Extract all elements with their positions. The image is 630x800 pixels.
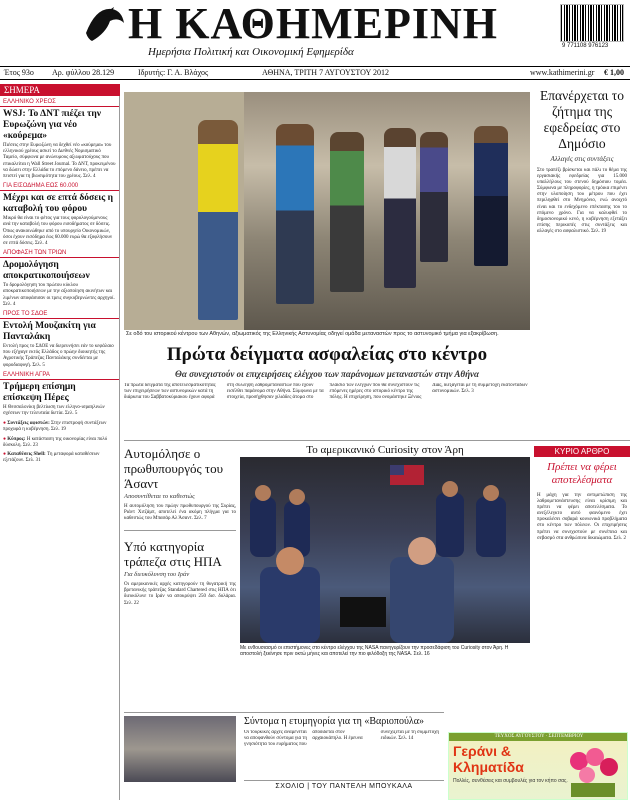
section-label: ΠΡΟΣ ΤΟ ΣΔΟΕ [0,310,119,319]
promo-text: Πολλές, συνθέσεις και συμβουλές για τον κήπο σας. [453,778,568,784]
story-body: Μικρό θα είναι το φέτος για τους φορολογούμενους ανά την καταβολή του φόρου εισοδήματος σε δόσεις. Όπως ανακοινώθηκε από το υπουργείο Οικονομικών, όσοι έχουν εισόδημα έως 60.000 ευρώ θα εξοφλήσουν σε επτά δόσεις. Σελ. 4 [3,216,113,247]
scientist-left [260,567,320,643]
right-body: Στο τραπέζι βρίσκεται και πάλι το θέμα της εργασιακής εφεδρείας για 15.000 υπαλλήλους του στενού δημόσιου τομέα. Σύμφωνα με πληροφορίες, η τρόικα επιμένει στην υλοποίηση του μέτρου που έχει περιληφθεί στο Μνημόνιο, ενώ ανοιχτό είναι και το ενδεχόμενο επέκτασης του το επόμενο χρόνο. Για να καλυφθεί το δημοσιονομικό κενό, η κυβέρνηση εξετάζει επίσης περικοπές στις συντάξεις και αλλαγές στο ασφαλιστικό. Σελ. 19 [537,168,627,234]
left-story-2[interactable] [0,249,119,308]
issue-sheet-number: Αρ. φύλλου 28.129 [52,68,115,77]
promo-magazine[interactable] [448,732,628,800]
photo-person [276,124,314,304]
brief-title: Κύπρος: [7,436,26,442]
bullet-icon: ● [3,421,8,427]
iran-headline[interactable]: Υπό κατηγορία τράπεζα στις ΗΠΑ [124,539,222,570]
issue-price: € 1,00 [604,68,624,77]
photo-police-officer [474,126,508,266]
brief-list [0,421,119,464]
brief-item[interactable] [3,421,116,433]
owl-logo-icon [82,3,126,45]
curiosity-title[interactable]: Το αμερικανικό Curiosity στον Άρη [306,444,464,456]
sports-photo[interactable] [124,716,236,782]
right-subheadline: Αλλαγές στις συντάξεις [550,155,614,163]
brief-item[interactable] [3,437,116,449]
editorial-title[interactable]: Πρέπει να φέρει αποτελέσματα [547,461,617,486]
brief-text: Στην επιστροφή συντάξεων προχωρά η κυβέρνηση. Σελ. 19 [3,421,107,433]
masthead [0,0,630,66]
section-label: ΕΛΛΗΝΙΚΗ ΑΓΡΑ [0,371,119,380]
scientist-right [390,557,454,643]
photo-person [330,132,364,292]
barcode-number: 9 771108 976123 [562,43,609,49]
varipoula-body: Οι τουρκικές αρχές αναμένεται να αποφανθούν σύντομα για τη γνησιότητα του ευρήματος που αποδίδεται στον αρχαιοκάπηλο. Η έρευνα συνεχίζεται με τη συμμετοχή ειδικών. Σελ. 14 [244,730,440,747]
main-story-body: Τα πρώτα δείγματα της αποτελεσματικότητας των επιχειρήσεων των αστυνομικών κατά τη διάρκεια του Σαββατοκύριακου έχουν αφορά στη σύλληψη λαθρομεταναστών που έχουν εισέλθει παράνομα στην Αθήνα. Σύμφωνα με τα στοιχεία, προσήχθησαν χιλιάδες άτομα στο πλαίσιο των ελέγχων που θα συνεχιστούν τις επόμενες ημέρες στο ιστορικό κέντρο της πόλης. Η επιχείρηση, που ονομάστηκε Ξένιος Δίας, διεξάγεται με τη συμμετοχή εκατοντάδων αστυνομικών. Σελ. 3 [124,383,528,400]
story-headline[interactable]: WSJ: Το ΔΝΤ πιέζει την Ευρωζώνη για νέο «κούρεμα» [3,109,102,141]
issue-dateline: ΑΘΗΝΑ, ΤΡΙΤΗ 7 ΑΥΓΟΥΣΤΟΥ 2012 [262,68,390,77]
promo-tag: ΤΕΥΧΟΣ ΑΥΓΟΥΣΤΟΥ · ΣΕΠΤΕΜΒΡΙΟΥ [449,733,628,741]
website-link[interactable]: www.kathimerini.gr [530,68,595,77]
assad-story[interactable] [124,446,236,607]
story-headline[interactable]: Μέχρι και σε επτά δόσεις η καταβολή του φόρου [3,193,113,215]
photo-person [384,128,416,288]
right-column-story[interactable] [534,88,630,442]
issue-year: Έτος 93ο [4,68,34,77]
story-body: Πιέσεις στην Ευρωζώνη να δεχθεί νέο «κούρεμα» του ελληνικού χρέους ασκεί το Διεθνές Νομισματικό Ταμείο, σύμφωνα με ανώνυμους αξιωματούχους που επικαλείται η Wall Street Journal. Το ΔΝΤ, προκειμένου να δώσει στην Ελλάδα το επόμενο δάνειο, πρέπει να πειστεί για τη βιωσιμότητα του χρέους. Σελ. 4 [3,143,116,180]
face [276,547,304,575]
main-headline[interactable]: Πρώτα δείγματα ασφαλείας στο κέντρο [166,344,488,365]
issue-founder: Ιδρυτής: Γ. Α. Βλάχος [138,68,209,77]
editorial-body: Η μάχη για την αντιμετώπιση της λαθρομετανάστευσης είναι κρίσιμη και πρέπει να φέρει αποτελέσματα. Το ανεξέλεγκτο αυτό φαινόμενο έχει προκαλέσει σοβαρά κοινωνικά προβλήματα στο κέντρο των πόλεων. Οι επιχειρήσεις πρέπει να συνεχιστούν με συνέπεια και σεβασμό στα ανθρώπινα δικαιώματα. Σελ. 2 [537,493,627,541]
varipoula-headline[interactable]: Σύντομα η ετυμηγορία για τη «Βαριοπούλα» [244,716,425,727]
photo-person [198,120,238,320]
section-label: ΓΙΑ ΕΙΣΟΔΗΜΑ ΕΩΣ 60.000 [0,182,119,191]
assad-headline[interactable]: Αυτομόλησε ο πρωθυπουργός του Άσαντ [124,446,224,491]
editorial[interactable] [534,446,630,736]
iran-body: Οι αμερικανικές αρχές κατηγορούν τη θυγατρική της βρετανικής τράπεζας Standard Chartered στις ΗΠΑ ότι διευκόλυνε το Ιράν να αποκρύψει 250 δισ. δολάρια. Σελ. 22 [124,582,236,606]
newspaper-title[interactable]: Η ΚΑΘΗΜΕΡΙΝΗ [128,0,498,48]
promo-title[interactable]: Γεράνι & Κληματίδα [453,743,524,775]
editorial-label: ΚΥΡΙΟ ΑΡΘΡΟ [534,446,630,457]
section-label: ΕΛΛΗΝΙΚΟ ΧΡΕΟΣ [0,98,119,107]
curiosity-caption: Με ενθουσιασμό οι επιστήμονες στο κέντρο ελέγχου της NASA πανηγυρίζουν την προσεδάφιση του Curiosity στον Άρη. Η αποστολή ξεκίνησε πριν οκτώ μήνες και αποτελεί την πιο φιλόδοξη της NASA. Σελ. 16 [240,645,509,657]
photo-caption: Σε οδό του ιστορικού κέντρου των Αθηνών, αξιωματικός της Ελληνικής Αστυνομίας οδηγεί ομάδα μεταναστών προς το αστυνομικό τμήμα για εξακρίβωση. [124,330,530,339]
flowers-icon [561,745,625,799]
today-label: ΣΗΜΕΡΑ [0,84,120,96]
bullet-icon: ● [3,436,8,442]
comment-column-label[interactable]: ΣΧΟΛΙΟ | ΤΟΥ ΠΑΝΤΕΛΗ ΜΠΟΥΚΑΛΑ [244,780,444,790]
assad-body: Η αυτομόληση του πρώην πρωθυπουργού της Συρίας, Ριάντ Χιτζάμπ, αποτελεί ένα ακόμη πλήγμα για το καθεστώς του Μπασάρ Αλ Άσαντ. Σελ. 7 [124,504,236,522]
left-story-3[interactable] [0,310,119,369]
curiosity-photo[interactable] [240,457,530,643]
assad-subheadline: Αποσυντίθεται το καθεστώς [124,493,195,500]
story-body: Το δρομολόγηση του πρώτου κύκλου αποκρατικοποιήσεων με την αξιοποίηση ακινήτων και λιμένων αποφάσισαν οι τρεις συγκυβερνώντες αρχηγοί. Σελ. 4 [3,283,115,307]
bullet-icon: ● [3,452,8,458]
brief-item[interactable] [3,452,116,464]
left-story-4[interactable] [0,371,119,417]
curiosity-photo-scene [240,457,530,643]
iran-subheadline: Για διευκόλυνση του Ιράν [124,571,190,579]
brief-text: Η κατάσταση της οικονομίας είναι πολύ δύσκολη. Σελ. 23 [3,436,108,448]
issue-info-bar [0,66,630,80]
story-headline[interactable]: Δρομολόγηση αποκρατικοποιήσεων [3,260,90,282]
barcode [560,4,624,42]
right-headline[interactable]: Επανέρχεται το ζήτημα της εφεδρείας στο Δημόσιο [540,88,624,151]
brief-title: Καταθέσεις Shell: [7,452,46,458]
left-story-0[interactable] [0,98,119,180]
story-body: Η Θεσσαλονίκη βελτίωση των ελληνο-ισραηλινών σχέσεων την τελευταία διετία. Σελ. 5 [3,404,105,417]
left-story-1[interactable] [0,182,119,247]
face [408,537,436,565]
lead-photo[interactable] [124,92,530,338]
story-headline[interactable]: Εντολή Μουζακίτη για Πανταλάκη [3,321,96,343]
brief-title: Συντάξεις αφιστών: [7,421,50,427]
section-label: ΑΠΟΦΑΣΗ ΤΩΝ ΤΡΙΩΝ [0,249,119,258]
divider [124,530,236,531]
brief-text: Τη μεταφορά καταθέσεων εξετάζουν. Σελ. 31 [3,452,100,464]
left-column [0,84,120,800]
story-headline[interactable]: Τρήμερη επίσημη επίσκεψη Πέρες [3,381,76,403]
story-body: Εντολή προς το ΣΔΟΕ να διερευνήσει εάν το κεφάλαιο που εξήγαγε εκτός Ελλάδος ο πρώην διοικητής της Αγροτικής Τράπεζας Πανταλάκης συνδέεται με φοροδιαφυγή. Σελ. 5 [3,344,114,368]
monitor [340,597,386,627]
newspaper-subtitle: Ημερήσια Πολιτική και Οικονομική Εφημερίδα [148,46,354,58]
section-divider [124,712,444,713]
main-subheadline: Θα συνεχιστούν οι επιχειρήσεις ελέγχου των παράνομων μεταναστών στην Αθήνα [174,369,480,379]
section-divider [124,440,630,441]
photo-person [420,132,448,262]
flag-canton [390,465,404,475]
